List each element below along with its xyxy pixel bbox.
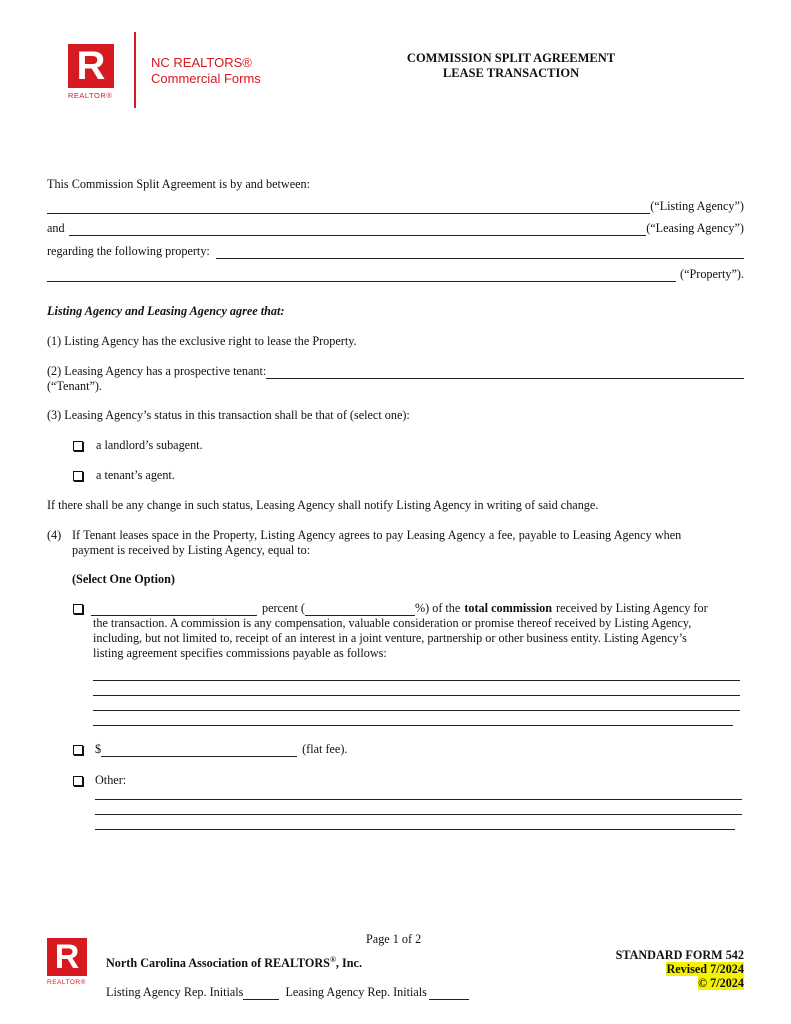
footer-logo <box>47 938 93 994</box>
item-1: (1) Listing Agency has the exclusive right to lease the Property. <box>47 334 357 348</box>
footer-reg-mark: ® <box>329 955 336 964</box>
item-2-row <box>47 364 744 379</box>
footer-org-name: North Carolina Association of REALTORS <box>106 956 330 971</box>
percent-close: %) of the <box>414 601 461 615</box>
percent-line-2: the transaction. A commission is any compensation, valuable consideration or promise thereof received by Listing Agency, <box>93 616 692 630</box>
header-divider <box>134 32 136 108</box>
subagent-label: a landlord’s subagent. <box>96 438 203 452</box>
and-label: and <box>47 221 65 235</box>
copyright-date: © 7/2024 <box>697 976 744 990</box>
brand-line-1: NC REALTORS® <box>151 55 252 70</box>
other-line-1[interactable] <box>95 788 742 800</box>
brand-line-2: Commercial Forms <box>151 71 261 86</box>
status-change-text: If there shall be any change in such status, Leasing Agency shall notify Listing Agency in writing of said change. <box>47 498 599 512</box>
item-4-line-1: If Tenant leases space in the Property, Listing Agency agrees to pay Leasing Agency a fee, payable to Leasing Agency when <box>72 528 682 542</box>
item-4-line-2: payment is received by Listing Agency, equal to: <box>72 543 311 557</box>
tenant-field[interactable] <box>266 367 744 379</box>
leasing-initials-label: Leasing Agency Rep. Initials <box>285 985 427 999</box>
listing-agency-row <box>47 199 744 214</box>
other-line-2[interactable] <box>95 803 742 815</box>
percent-option-row <box>73 601 744 616</box>
percent-words-field[interactable] <box>91 604 257 616</box>
percent-number-field[interactable] <box>305 604 415 616</box>
standard-form-number: STANDARD FORM 542 <box>615 948 744 962</box>
percent-checkbox[interactable] <box>73 604 83 614</box>
subagent-checkbox[interactable] <box>73 441 83 451</box>
listing-agency-field[interactable] <box>47 202 650 214</box>
listing-agency-suffix: (“Listing Agency”) <box>650 199 744 213</box>
realtor-wordmark: REALTOR® <box>68 91 113 100</box>
leasing-agency-row <box>47 221 744 236</box>
total-commission-label: total commission <box>464 601 553 615</box>
commission-terms-line-1[interactable] <box>93 669 740 681</box>
percent-line-4: listing agreement specifies commissions payable as follows: <box>93 646 387 660</box>
property-field-2[interactable] <box>47 270 676 282</box>
tenant-agent-label: a tenant’s agent. <box>96 468 175 482</box>
page-number: Page 1 of 2 <box>366 932 422 946</box>
flat-fee-suffix: (flat fee). <box>302 742 348 756</box>
form-info <box>616 948 744 990</box>
realtor-r-logo: R <box>68 44 114 88</box>
percent-line-3: including, but not limited to, receipt of an interest in a joint venture, partnership or other business entity. Listing Agency’s <box>93 631 687 645</box>
initials-row <box>106 985 469 1000</box>
title-line-1: COMMISSION SPLIT AGREEMENT <box>406 51 616 65</box>
other-label: Other: <box>95 773 127 787</box>
listing-initials-field[interactable] <box>243 988 279 1000</box>
select-one-heading: (Select One Option) <box>72 572 175 586</box>
percent-word: percent ( <box>262 601 305 615</box>
commission-terms-line-3[interactable] <box>93 699 740 711</box>
leasing-agency-suffix: (“Leasing Agency”) <box>646 221 744 235</box>
footer-realtor-wordmark: REALTOR® <box>47 979 86 986</box>
footer-r-logo: R <box>47 938 87 976</box>
commission-terms-line-4[interactable] <box>93 714 733 726</box>
leasing-initials-field[interactable] <box>429 988 469 1000</box>
header-logo <box>68 44 118 104</box>
listing-initials-label: Listing Agency Rep. Initials <box>106 985 244 999</box>
agree-heading: Listing Agency and Leasing Agency agree that: <box>47 304 285 318</box>
commission-terms-line-2[interactable] <box>93 684 740 696</box>
tenant-label: (“Tenant”). <box>47 379 102 393</box>
footer-org-suffix: , Inc. <box>335 956 362 971</box>
property-row-2 <box>47 267 744 282</box>
other-checkbox[interactable] <box>73 776 83 786</box>
flat-fee-field[interactable] <box>101 745 297 757</box>
item-4-num: (4) <box>47 528 62 542</box>
title-line-2: LEASE TRANSACTION <box>442 66 580 80</box>
property-label: regarding the following property: <box>47 244 210 258</box>
footer-org <box>106 955 362 971</box>
revised-date: Revised 7/2024 <box>666 962 744 976</box>
flat-fee-checkbox[interactable] <box>73 745 83 755</box>
property-suffix: (“Property”). <box>680 267 744 281</box>
flat-fee-option-row <box>73 742 347 757</box>
property-field-1[interactable] <box>216 247 744 259</box>
option-subagent <box>73 438 203 453</box>
leasing-agency-field[interactable] <box>69 224 647 236</box>
other-line-3[interactable] <box>95 818 735 830</box>
percent-after-total: received by Listing Agency for <box>556 601 708 615</box>
item-3: (3) Leasing Agency’s status in this transaction shall be that of (select one): <box>47 408 410 422</box>
page-title <box>380 51 642 81</box>
item-2-label: (2) Leasing Agency has a prospective tenant: <box>47 364 267 378</box>
dollar-sign: $ <box>95 742 102 756</box>
option-tenant-agent <box>73 468 175 483</box>
tenant-agent-checkbox[interactable] <box>73 471 83 481</box>
other-option-row <box>73 773 126 788</box>
property-row-1 <box>47 244 744 259</box>
intro-text: This Commission Split Agreement is by and between: <box>47 177 311 191</box>
